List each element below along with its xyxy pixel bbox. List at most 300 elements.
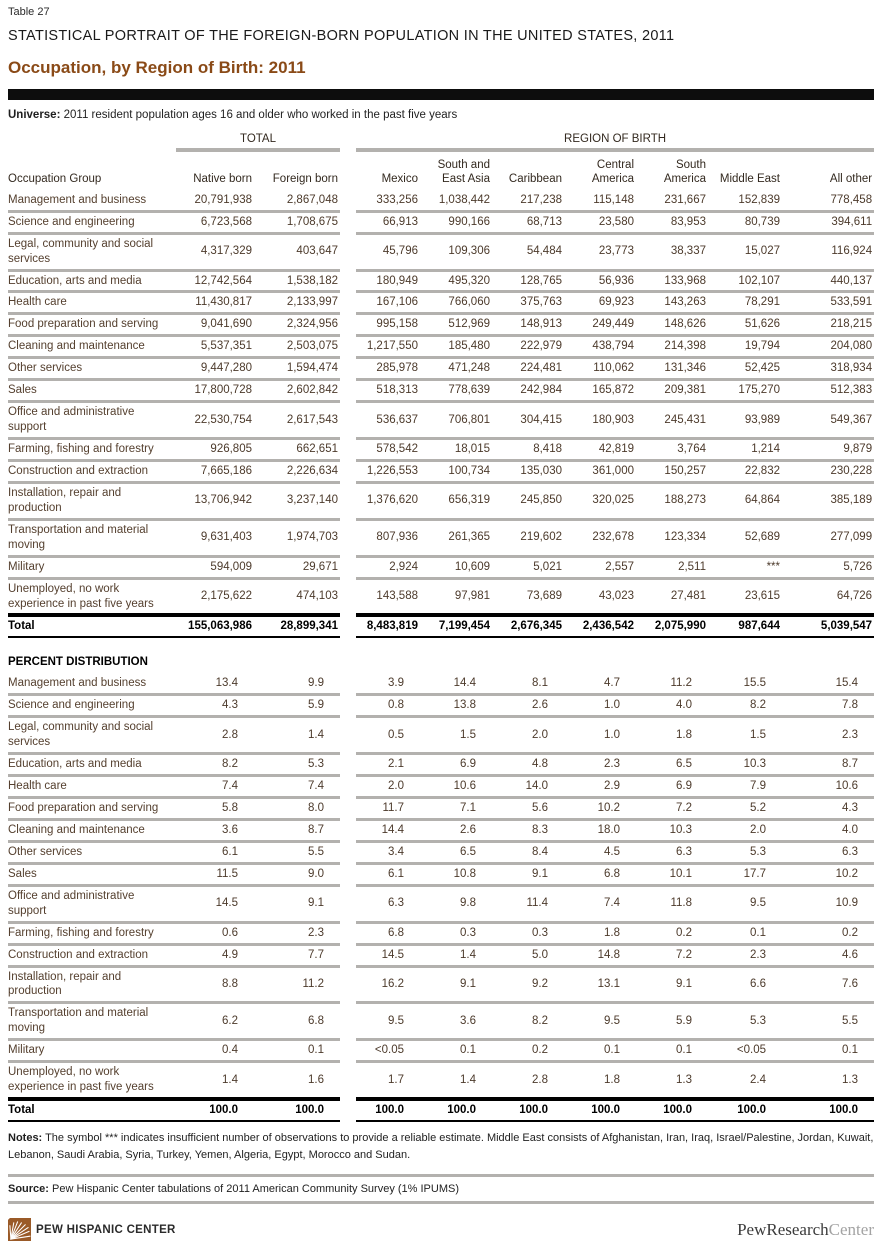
cell-value: 3,237,140 [254, 482, 340, 519]
cell-value: 14.8 [564, 944, 636, 966]
cell-value: 10.6 [782, 776, 874, 798]
row-label: Installation, repair and production [8, 482, 176, 519]
cell-value: 318,934 [782, 358, 874, 380]
row-label: Other services [8, 841, 176, 863]
cell-value: 232,678 [564, 519, 636, 556]
cell-value: 4.0 [782, 819, 874, 841]
pew-research-wordmark-primary: PewResearch [737, 1219, 829, 1239]
table-row [8, 233, 874, 270]
cell-value: 97,981 [420, 578, 492, 615]
cell-value: 10.8 [420, 863, 492, 885]
group-header-row [8, 133, 874, 150]
table-row [8, 460, 874, 482]
column-gap [340, 380, 356, 402]
cell-value: 2,924 [356, 556, 420, 578]
cell-value: 512,969 [420, 314, 492, 336]
column-gap [340, 150, 356, 191]
cell-value: 578,542 [356, 439, 420, 461]
cell-value: 42,819 [564, 439, 636, 461]
cell-value: 10.2 [782, 863, 874, 885]
cell-value: 29,671 [254, 556, 340, 578]
table-row [8, 556, 874, 578]
col-header-all-other: All other [829, 173, 873, 186]
column-gap [340, 841, 356, 863]
cell-value: 987,644 [708, 615, 782, 637]
table-row [8, 863, 874, 885]
cell-value: 100.0 [782, 1099, 874, 1121]
cell-value: 277,099 [782, 519, 874, 556]
cell-value: 0.1 [254, 1040, 340, 1062]
row-label: Transportation and material moving [8, 1003, 176, 1040]
cell-value: 2.0 [708, 819, 782, 841]
table-row [8, 674, 874, 694]
cell-value: 440,137 [782, 270, 874, 292]
cell-value: 165,872 [564, 380, 636, 402]
cell-value: 10.3 [708, 754, 782, 776]
cell-value: 5.8 [176, 798, 254, 820]
table-row [8, 944, 874, 966]
cell-value: 1,214 [708, 439, 782, 461]
cell-value: 518,313 [356, 380, 420, 402]
row-label: Farming, fishing and forestry [8, 922, 176, 944]
cell-value: 0.2 [636, 922, 708, 944]
cell-value: 100.0 [254, 1099, 340, 1121]
cell-value: 285,978 [356, 358, 420, 380]
cell-value: 2.3 [254, 922, 340, 944]
cell-value: 45,796 [356, 233, 420, 270]
column-gap [340, 1003, 356, 1040]
cell-value: 7.4 [254, 776, 340, 798]
cell-value: 115,148 [564, 191, 636, 211]
cell-value: 6.3 [356, 885, 420, 922]
cell-value: 8.2 [176, 754, 254, 776]
cell-value: 5,726 [782, 556, 874, 578]
table-row [8, 717, 874, 754]
cell-value: 1,226,553 [356, 460, 420, 482]
col-header-south-america: South America [663, 159, 706, 186]
column-gap [340, 233, 356, 270]
cell-value: 15,027 [708, 233, 782, 270]
cell-value: 1,708,675 [254, 211, 340, 233]
cell-value: 4.0 [636, 695, 708, 717]
cell-value: 64,864 [708, 482, 782, 519]
column-gap [340, 1062, 356, 1099]
cell-value: 5,537,351 [176, 336, 254, 358]
cell-value: 3,764 [636, 439, 708, 461]
percent-section-header-row [8, 656, 874, 674]
row-label: Cleaning and maintenance [8, 819, 176, 841]
cell-value: 131,346 [636, 358, 708, 380]
table-row [8, 1003, 874, 1040]
column-gap [340, 482, 356, 519]
cell-value: 14.5 [356, 944, 420, 966]
cell-value: 16.2 [356, 966, 420, 1003]
cell-value: 43,023 [564, 578, 636, 615]
cell-value: 375,763 [492, 292, 564, 314]
cell-value: 231,667 [636, 191, 708, 211]
col-header-south-east-asia: South and East Asia [437, 159, 490, 186]
cell-value: 1.4 [254, 717, 340, 754]
cell-value: 2.4 [708, 1062, 782, 1099]
cell-value: 0.5 [356, 717, 420, 754]
cell-value: 245,431 [636, 402, 708, 439]
cell-value: 22,530,754 [176, 402, 254, 439]
notes-label: Notes: [8, 1132, 43, 1144]
cell-value: 13.1 [564, 966, 636, 1003]
column-gap [340, 578, 356, 615]
cell-value: 245,850 [492, 482, 564, 519]
cell-value: 5.0 [492, 944, 564, 966]
cell-value: 14.5 [176, 885, 254, 922]
cell-value: 14.4 [356, 819, 420, 841]
cell-value: 8.3 [492, 819, 564, 841]
cell-value: 15.5 [708, 674, 782, 694]
cell-value: 706,801 [420, 402, 492, 439]
cell-value: 7.4 [564, 885, 636, 922]
pew-hispanic-brand [8, 1218, 176, 1241]
cell-value: 5.9 [254, 695, 340, 717]
table-row [8, 358, 874, 380]
cell-value: 9,447,280 [176, 358, 254, 380]
cell-value: 2,511 [636, 556, 708, 578]
cell-value: 180,949 [356, 270, 420, 292]
cell-value: 167,106 [356, 292, 420, 314]
cell-value: 9.5 [564, 1003, 636, 1040]
cell-value: *** [708, 556, 782, 578]
column-gap [340, 336, 356, 358]
cell-value: 533,591 [782, 292, 874, 314]
cell-value: 93,989 [708, 402, 782, 439]
cell-value: 0.4 [176, 1040, 254, 1062]
total-row [8, 1099, 874, 1121]
cell-value: 9.1 [254, 885, 340, 922]
cell-value: 8.7 [782, 754, 874, 776]
cell-value: 13,706,942 [176, 482, 254, 519]
table-row [8, 819, 874, 841]
cell-value: 2,324,956 [254, 314, 340, 336]
cell-value: 68,713 [492, 211, 564, 233]
cell-value: 2.9 [564, 776, 636, 798]
column-gap [340, 674, 356, 694]
cell-value: 9.1 [420, 966, 492, 1003]
table-row [8, 1062, 874, 1099]
table-row [8, 336, 874, 358]
cell-value: 4.9 [176, 944, 254, 966]
cell-value: 230,228 [782, 460, 874, 482]
cell-value: 11.4 [492, 885, 564, 922]
cell-value: 1.0 [564, 717, 636, 754]
cell-value: 5,021 [492, 556, 564, 578]
cell-value: 11.8 [636, 885, 708, 922]
group-header-spacer [8, 133, 176, 150]
cell-value: 766,060 [420, 292, 492, 314]
cell-value: 7.7 [254, 944, 340, 966]
cell-value: <0.05 [356, 1040, 420, 1062]
cell-value: 9.5 [356, 1003, 420, 1040]
column-gap [340, 270, 356, 292]
cell-value: 12,742,564 [176, 270, 254, 292]
cell-value: 0.1 [420, 1040, 492, 1062]
cell-value: 10.9 [782, 885, 874, 922]
cell-value: 13.8 [420, 695, 492, 717]
table-row [8, 798, 874, 820]
percent-distribution-table [8, 656, 874, 1122]
cell-value: 9.9 [254, 674, 340, 694]
column-gap [340, 695, 356, 717]
cell-value: 214,398 [636, 336, 708, 358]
column-gap [340, 133, 356, 150]
table-row [8, 292, 874, 314]
cell-value: 218,215 [782, 314, 874, 336]
col-header-native-born: Native born [193, 173, 252, 186]
column-gap [340, 314, 356, 336]
cell-value: 100,734 [420, 460, 492, 482]
cell-value: 80,739 [708, 211, 782, 233]
column-gap [340, 556, 356, 578]
cell-value: 0.1 [636, 1040, 708, 1062]
cell-value: 6.1 [356, 863, 420, 885]
column-gap [340, 798, 356, 820]
row-label: Military [8, 556, 176, 578]
cell-value: 143,263 [636, 292, 708, 314]
cell-value: 8.2 [708, 695, 782, 717]
row-label: Total [8, 1099, 176, 1121]
cell-value: 1.8 [564, 1062, 636, 1099]
cell-value: 8,483,819 [356, 615, 420, 637]
cell-value: 471,248 [420, 358, 492, 380]
group-header-region: REGION OF BIRTH [356, 133, 874, 150]
cell-value: 116,924 [782, 233, 874, 270]
table-row [8, 695, 874, 717]
cell-value: 9.0 [254, 863, 340, 885]
cell-value: 6.5 [420, 841, 492, 863]
cell-value: 8.2 [492, 1003, 564, 1040]
cell-value: 4.3 [176, 695, 254, 717]
cell-value: 9.1 [636, 966, 708, 1003]
cell-value: 0.3 [492, 922, 564, 944]
cell-value: 594,009 [176, 556, 254, 578]
universe-text: 2011 resident population ages 16 and older who worked in the past five years [63, 109, 458, 121]
cell-value: 0.3 [420, 922, 492, 944]
table-row [8, 922, 874, 944]
pew-hispanic-logo-icon [8, 1218, 31, 1241]
cell-value: 536,637 [356, 402, 420, 439]
cell-value: 2.6 [492, 695, 564, 717]
cell-value: 8.0 [254, 798, 340, 820]
cell-value: 11.7 [356, 798, 420, 820]
cell-value: 6.6 [708, 966, 782, 1003]
cell-value: 14.4 [420, 674, 492, 694]
cell-value: 3.6 [176, 819, 254, 841]
row-label: Unemployed, no work experience in past five years [8, 578, 176, 615]
cell-value: 2,676,345 [492, 615, 564, 637]
cell-value: 1.8 [636, 717, 708, 754]
cell-value: 11,430,817 [176, 292, 254, 314]
table-row [8, 380, 874, 402]
row-label: Total [8, 615, 176, 637]
column-header-row [8, 150, 874, 191]
cell-value: 11.2 [636, 674, 708, 694]
cell-value: 102,107 [708, 270, 782, 292]
row-label: Education, arts and media [8, 270, 176, 292]
column-gap [340, 754, 356, 776]
cell-value: 1.7 [356, 1062, 420, 1099]
cell-value: 778,639 [420, 380, 492, 402]
row-label: Office and administrative support [8, 885, 176, 922]
cell-value: 51,626 [708, 314, 782, 336]
column-gap [340, 863, 356, 885]
cell-value: 7,665,186 [176, 460, 254, 482]
cell-value: 2,557 [564, 556, 636, 578]
cell-value: 64,726 [782, 578, 874, 615]
source-label: Source: [8, 1183, 49, 1195]
cell-value: 4.5 [564, 841, 636, 863]
column-gap [340, 211, 356, 233]
cell-value: 5.2 [708, 798, 782, 820]
cell-value: 9,041,690 [176, 314, 254, 336]
column-gap [340, 1099, 356, 1121]
cell-value: 926,805 [176, 439, 254, 461]
table-row [8, 314, 874, 336]
cell-value: 261,365 [420, 519, 492, 556]
table-row [8, 402, 874, 439]
cell-value: 15.4 [782, 674, 874, 694]
table-row [8, 776, 874, 798]
cell-value: 7.9 [708, 776, 782, 798]
cell-value: 2.6 [420, 819, 492, 841]
cell-value: 2.1 [356, 754, 420, 776]
cell-value: 209,381 [636, 380, 708, 402]
row-label: Health care [8, 292, 176, 314]
cell-value: 1.0 [564, 695, 636, 717]
cell-value: 78,291 [708, 292, 782, 314]
row-label: Farming, fishing and forestry [8, 439, 176, 461]
cell-value: 143,588 [356, 578, 420, 615]
cell-value: 1,376,620 [356, 482, 420, 519]
cell-value: 13.4 [176, 674, 254, 694]
col-header-occupation-group: Occupation Group [8, 173, 102, 186]
table-row [8, 885, 874, 922]
cell-value: 1,974,703 [254, 519, 340, 556]
cell-value: 6.9 [420, 754, 492, 776]
cell-value: 7,199,454 [420, 615, 492, 637]
cell-value: 2,602,842 [254, 380, 340, 402]
cell-value: 100.0 [492, 1099, 564, 1121]
pew-research-wordmark [737, 1220, 874, 1240]
cell-value: 100.0 [420, 1099, 492, 1121]
cell-value: 6.3 [782, 841, 874, 863]
cell-value: 656,319 [420, 482, 492, 519]
row-label: Food preparation and serving [8, 314, 176, 336]
total-row [8, 615, 874, 637]
cell-value: 7.2 [636, 798, 708, 820]
cell-value: 0.2 [782, 922, 874, 944]
cell-value: 1,217,550 [356, 336, 420, 358]
cell-value: 109,306 [420, 233, 492, 270]
cell-value: 8.7 [254, 819, 340, 841]
cell-value: 52,689 [708, 519, 782, 556]
cell-value: 2,503,075 [254, 336, 340, 358]
pew-hispanic-wordmark: PEW HISPANIC CENTER [36, 1223, 176, 1236]
cell-value: 662,651 [254, 439, 340, 461]
cell-value: 2,617,543 [254, 402, 340, 439]
cell-value: 217,238 [492, 191, 564, 211]
cell-value: 18.0 [564, 819, 636, 841]
row-label: Legal, community and social services [8, 717, 176, 754]
group-header-total: TOTAL [176, 133, 340, 150]
cell-value: 188,273 [636, 482, 708, 519]
cell-value: 6.8 [564, 863, 636, 885]
row-label: Management and business [8, 191, 176, 211]
cell-value: 512,383 [782, 380, 874, 402]
percent-section-title: PERCENT DISTRIBUTION [8, 656, 148, 669]
cell-value: 133,968 [636, 270, 708, 292]
row-label: Science and engineering [8, 695, 176, 717]
cell-value: 222,979 [492, 336, 564, 358]
cell-value: 807,936 [356, 519, 420, 556]
row-label: Other services [8, 358, 176, 380]
cell-value: 9,631,403 [176, 519, 254, 556]
cell-value: 2.3 [564, 754, 636, 776]
cell-value: 175,270 [708, 380, 782, 402]
table-row [8, 966, 874, 1003]
cell-value: 9.1 [492, 863, 564, 885]
cell-value: 2,133,997 [254, 292, 340, 314]
row-label: Science and engineering [8, 211, 176, 233]
cell-value: 4,317,329 [176, 233, 254, 270]
row-label: Health care [8, 776, 176, 798]
cell-value: 0.8 [356, 695, 420, 717]
cell-value: 10.6 [420, 776, 492, 798]
cell-value: 219,602 [492, 519, 564, 556]
cell-value: 3.6 [420, 1003, 492, 1040]
cell-value: 495,320 [420, 270, 492, 292]
cell-value: 0.6 [176, 922, 254, 944]
cell-value: 17.7 [708, 863, 782, 885]
cell-value: 123,334 [636, 519, 708, 556]
cell-value: 7.6 [782, 966, 874, 1003]
column-gap [340, 439, 356, 461]
cell-value: 28,899,341 [254, 615, 340, 637]
table-row [8, 519, 874, 556]
cell-value: 1.4 [420, 944, 492, 966]
cell-value: 1.5 [420, 717, 492, 754]
cell-value: <0.05 [708, 1040, 782, 1062]
cell-value: 100.0 [564, 1099, 636, 1121]
cell-value: 2,075,990 [636, 615, 708, 637]
cell-value: 9,879 [782, 439, 874, 461]
cell-value: 6.8 [356, 922, 420, 944]
table-row [8, 754, 874, 776]
cell-value: 83,953 [636, 211, 708, 233]
table-row [8, 211, 874, 233]
row-label: Unemployed, no work experience in past five years [8, 1062, 176, 1099]
source-text: Pew Hispanic Center tabulations of 2011 American Community Survey (1% IPUMS) [48, 1183, 459, 1195]
pew-research-wordmark-secondary: Center [828, 1219, 874, 1239]
cell-value: 5,039,547 [782, 615, 874, 637]
cell-value: 8,418 [492, 439, 564, 461]
cell-value: 4.3 [782, 798, 874, 820]
cell-value: 23,580 [564, 211, 636, 233]
cell-value: 152,839 [708, 191, 782, 211]
column-gap [340, 615, 356, 637]
cell-value: 23,615 [708, 578, 782, 615]
cell-value: 249,449 [564, 314, 636, 336]
col-header-central-america: Central America [591, 159, 634, 186]
source-block [8, 1174, 874, 1204]
cell-value: 995,158 [356, 314, 420, 336]
cell-value: 135,030 [492, 460, 564, 482]
